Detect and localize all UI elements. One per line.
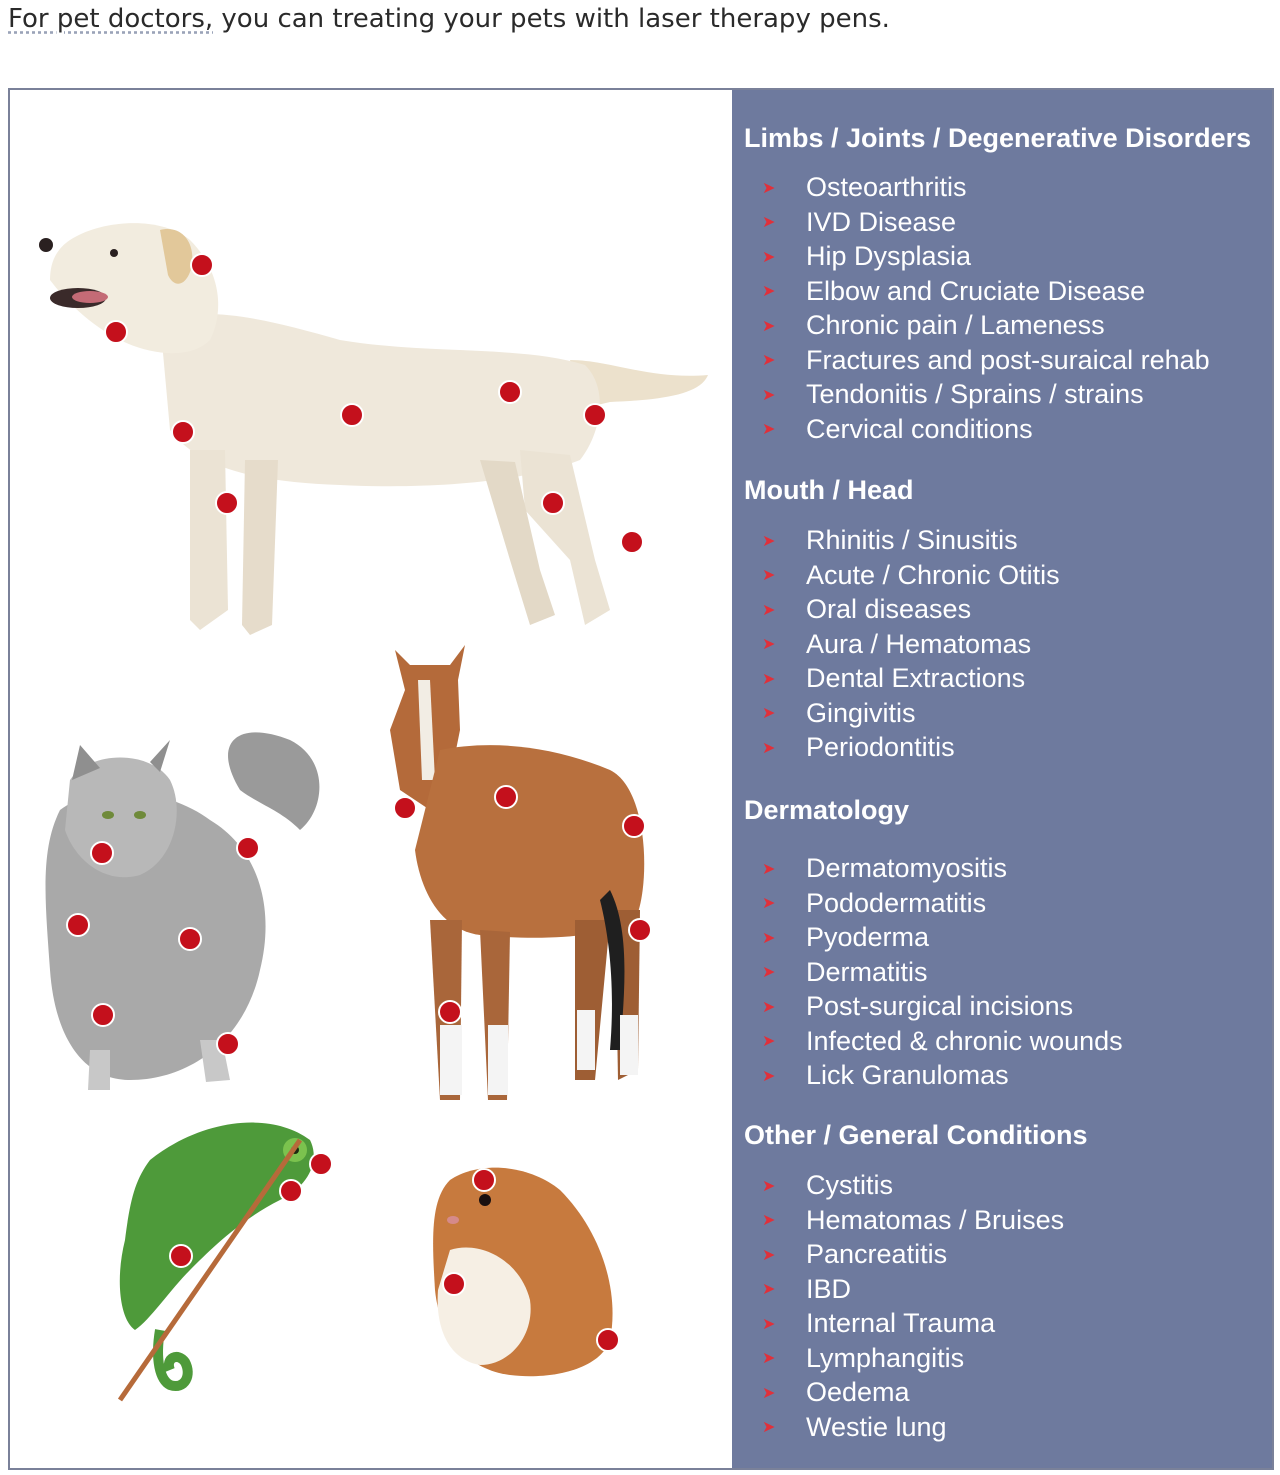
infographic-frame — [8, 88, 1274, 1470]
arrow-right-icon: ➤ — [762, 248, 776, 266]
section-list-other — [762, 1168, 1064, 1444]
section-heading-mouth: Mouth / Head — [744, 475, 914, 505]
chameleon-illustration — [120, 1123, 314, 1400]
list-item: ➤ Lymphangitis — [762, 1341, 1064, 1376]
arrow-right-icon: ➤ — [762, 1177, 776, 1195]
arrow-right-icon: ➤ — [762, 567, 776, 585]
treatment-dot — [92, 1004, 114, 1026]
arrow-right-icon: ➤ — [762, 636, 776, 654]
arrow-right-icon: ➤ — [762, 1281, 776, 1299]
hamster-illustration — [433, 1168, 612, 1377]
arrow-right-icon: ➤ — [762, 1384, 776, 1402]
list-item: ➤ Acute / Chronic Otitis — [762, 558, 1060, 593]
list-item: ➤ Post-surgical incisions — [762, 989, 1123, 1024]
intro-highlight: For pet doctors, — [8, 4, 214, 34]
intro-text — [8, 2, 890, 36]
horse-illustration — [390, 645, 644, 1100]
treatment-dot — [473, 1169, 495, 1191]
arrow-right-icon: ➤ — [762, 1033, 776, 1051]
arrow-right-icon: ➤ — [762, 532, 776, 550]
list-item: ➤ Elbow and Cruciate Disease — [762, 274, 1210, 309]
treatment-dot — [105, 321, 127, 343]
arrow-right-icon: ➤ — [762, 1350, 776, 1368]
arrow-right-icon: ➤ — [762, 1212, 776, 1230]
list-item: ➤ IVD Disease — [762, 205, 1210, 240]
section-list-limbs — [762, 170, 1210, 446]
treatment-dot — [237, 837, 259, 859]
list-item: ➤ Internal Trauma — [762, 1306, 1064, 1341]
section-heading-other: Other / General Conditions — [744, 1120, 1088, 1150]
list-item: ➤ Chronic pain / Lameness — [762, 308, 1210, 343]
list-item: ➤ Pododermatitis — [762, 886, 1123, 921]
treatment-dot — [216, 492, 238, 514]
list-item: ➤ Oedema — [762, 1375, 1064, 1410]
treatment-dot — [621, 531, 643, 553]
treatment-dot — [394, 797, 416, 819]
list-item: ➤ Hip Dysplasia — [762, 239, 1210, 274]
arrow-right-icon: ➤ — [762, 386, 776, 404]
treatment-dot — [629, 919, 651, 941]
treatment-dot — [341, 404, 363, 426]
treatment-dot — [172, 421, 194, 443]
section-heading-limbs: Limbs / Joints / Degenerative Disorders — [744, 123, 1252, 153]
list-item: ➤ Dermatitis — [762, 955, 1123, 990]
arrow-right-icon: ➤ — [762, 421, 776, 439]
treatment-dot — [67, 914, 89, 936]
treatment-dot — [91, 842, 113, 864]
section-heading-dermatology: Dermatology — [744, 795, 910, 825]
list-item: ➤ Westie lung — [762, 1410, 1064, 1445]
treatment-dot — [179, 928, 201, 950]
arrow-right-icon: ➤ — [762, 352, 776, 370]
treatment-dot — [584, 404, 606, 426]
arrow-right-icon: ➤ — [762, 964, 776, 982]
animals-illustration — [10, 90, 732, 1468]
list-item: ➤ Rhinitis / Sinusitis — [762, 523, 1060, 558]
arrow-right-icon: ➤ — [762, 860, 776, 878]
arrow-right-icon: ➤ — [762, 929, 776, 947]
list-item: ➤ Lick Granulomas — [762, 1058, 1123, 1093]
dog-illustration — [39, 223, 708, 635]
list-item: ➤ Gingivitis — [762, 696, 1060, 731]
list-item: ➤ Cystitis — [762, 1168, 1064, 1203]
arrow-right-icon: ➤ — [762, 705, 776, 723]
intro-rest: you can treating your pets with laser therapy pens. — [213, 4, 890, 34]
list-item: ➤ Fractures and post-suraical rehab — [762, 343, 1210, 378]
treatment-dot — [495, 786, 517, 808]
list-item: ➤ Infected & chronic wounds — [762, 1024, 1123, 1059]
arrow-right-icon: ➤ — [762, 1315, 776, 1333]
treatment-dot — [310, 1153, 332, 1175]
arrow-right-icon: ➤ — [762, 1067, 776, 1085]
list-item: ➤ Dental Extractions — [762, 661, 1060, 696]
list-item: ➤ Oral diseases — [762, 592, 1060, 627]
list-item: ➤ Aura / Hematomas — [762, 627, 1060, 662]
arrow-right-icon: ➤ — [762, 895, 776, 913]
list-item: ➤ Periodontitis — [762, 730, 1060, 765]
treatment-dot — [280, 1180, 302, 1202]
treatment-dot — [170, 1245, 192, 1267]
treatment-dot — [623, 815, 645, 837]
treatment-dot — [499, 381, 521, 403]
arrow-right-icon: ➤ — [762, 998, 776, 1016]
treatment-dot — [443, 1273, 465, 1295]
treatment-dot — [217, 1033, 239, 1055]
arrow-right-icon: ➤ — [762, 214, 776, 232]
treatment-dot — [542, 492, 564, 514]
list-item: ➤ Dermatomyositis — [762, 851, 1123, 886]
section-list-mouth — [762, 523, 1060, 765]
arrow-right-icon: ➤ — [762, 317, 776, 335]
cat-illustration — [46, 732, 320, 1090]
section-list-dermatology — [762, 851, 1123, 1093]
arrow-right-icon: ➤ — [762, 283, 776, 301]
list-item: ➤ Tendonitis / Sprains / strains — [762, 377, 1210, 412]
list-item: ➤ Cervical conditions — [762, 412, 1210, 447]
arrow-right-icon: ➤ — [762, 1419, 776, 1437]
arrow-right-icon: ➤ — [762, 670, 776, 688]
list-item: ➤ Pancreatitis — [762, 1237, 1064, 1272]
conditions-panel — [732, 90, 1274, 1468]
treatment-dot — [439, 1001, 461, 1023]
arrow-right-icon: ➤ — [762, 179, 776, 197]
list-item: ➤ IBD — [762, 1272, 1064, 1307]
list-item: ➤ Pyoderma — [762, 920, 1123, 955]
arrow-right-icon: ➤ — [762, 739, 776, 757]
arrow-right-icon: ➤ — [762, 601, 776, 619]
treatment-dot — [191, 254, 213, 276]
list-item: ➤ Hematomas / Bruises — [762, 1203, 1064, 1238]
list-item: ➤ Osteoarthritis — [762, 170, 1210, 205]
arrow-right-icon: ➤ — [762, 1246, 776, 1264]
treatment-dot — [597, 1329, 619, 1351]
